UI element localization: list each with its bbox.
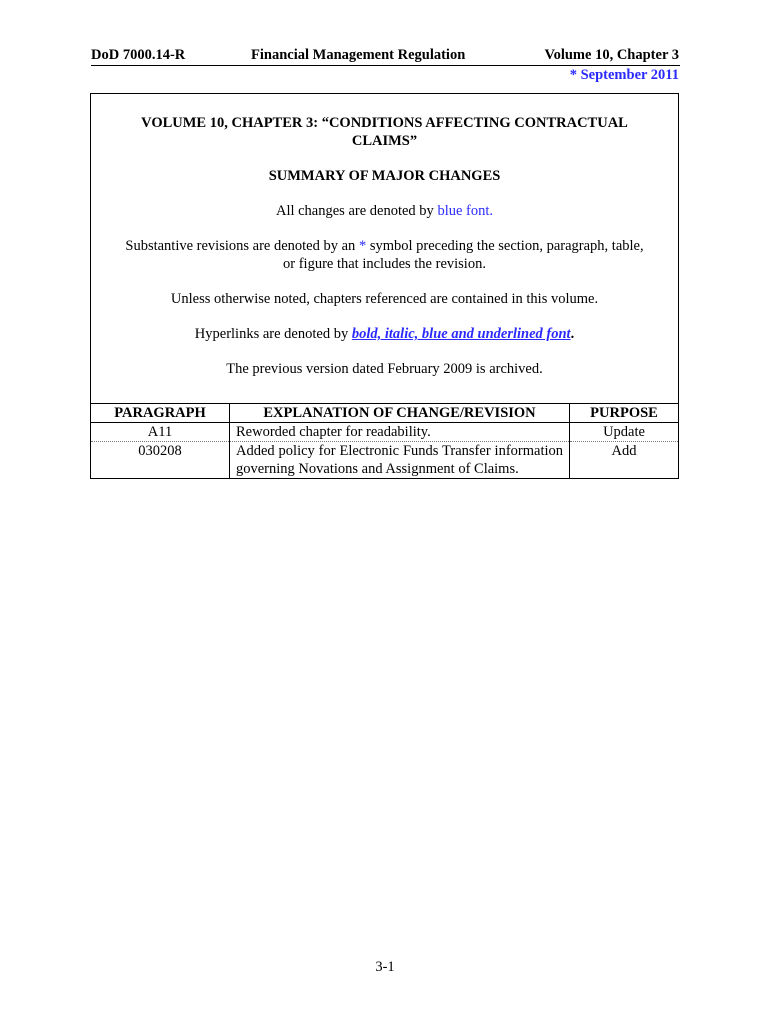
row-purpose: Add: [570, 442, 679, 479]
hyperlink-prefix: Hyperlinks are denoted by: [194, 326, 352, 342]
hyperlink-suffix: .: [570, 326, 575, 342]
table-row: [91, 442, 678, 479]
row-paragraph: 030208: [91, 442, 230, 479]
blue-font-sample: blue font: [437, 203, 490, 219]
table-row: [91, 423, 678, 442]
document-title: Financial Management Regulation: [251, 47, 466, 63]
blue-font-note: [121, 202, 648, 220]
row-explanation: Reworded chapter for readability.: [230, 423, 570, 442]
page-number: 3-1: [375, 959, 395, 975]
header-purpose: PURPOSE: [570, 404, 679, 423]
row-paragraph: A11: [91, 423, 230, 442]
row-explanation: Added policy for Electronic Funds Transfer information governing Novations and Assignment of Claims.: [230, 442, 570, 479]
row-purpose: Update: [570, 423, 679, 442]
header-paragraph: PARAGRAPH: [91, 404, 230, 423]
header-explanation: EXPLANATION OF CHANGE/REVISION: [230, 404, 570, 423]
chapter-title: VOLUME 10, CHAPTER 3: “CONDITIONS AFFECTING CONTRACTUAL CLAIMS”: [141, 115, 628, 149]
substantive-suffix: symbol preceding the section, paragraph, table, or figure that includes the revision.: [283, 238, 644, 272]
substantive-prefix: Substantive revisions are denoted by an: [125, 238, 359, 254]
revision-date: * September 2011: [569, 67, 679, 83]
table-header-row: [91, 404, 678, 423]
blue-note-prefix: All changes are denoted by: [275, 203, 438, 219]
summary-section: [91, 94, 678, 403]
volume-chapter: Volume 10, Chapter 3: [544, 47, 679, 63]
hyperlink-note: [121, 325, 648, 343]
asterisk-symbol: *: [358, 238, 367, 254]
blue-note-suffix: .: [489, 203, 494, 219]
summary-box: [90, 93, 679, 479]
substantive-note: [121, 237, 648, 273]
archive-note: The previous version dated February 2009 is archived.: [226, 361, 543, 377]
summary-subtitle: SUMMARY OF MAJOR CHANGES: [268, 168, 501, 184]
changes-table: [91, 403, 678, 478]
volume-note: Unless otherwise noted, chapters referenced are contained in this volume.: [170, 291, 599, 307]
hyperlink-sample-link[interactable]: bold, italic, blue and underlined font: [351, 326, 571, 342]
document-id: DoD 7000.14-R: [91, 47, 186, 63]
